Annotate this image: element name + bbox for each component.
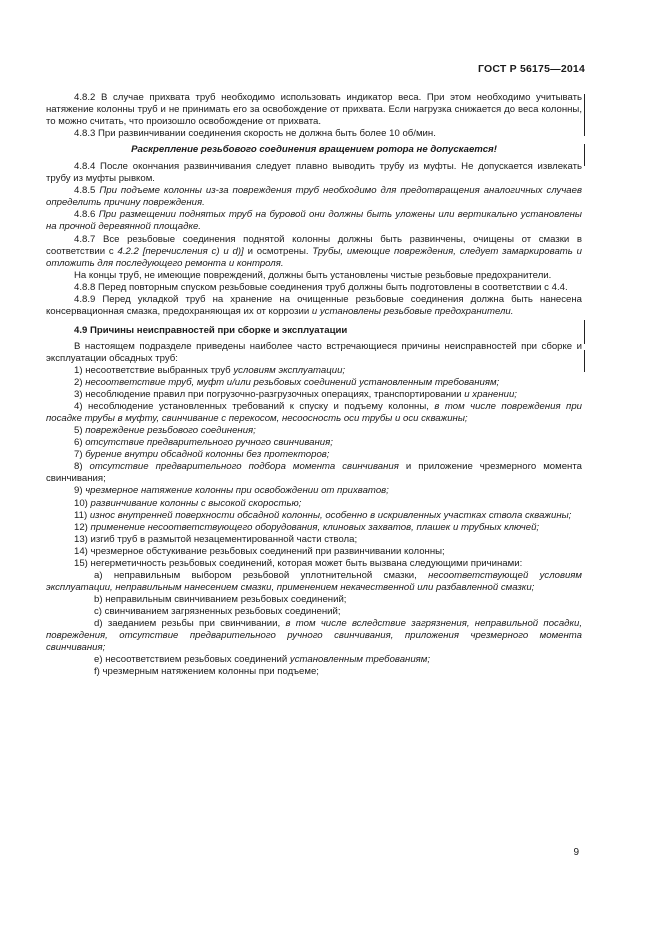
list-item bbox=[46, 510, 582, 522]
section-intro: В настоящем подразделе приведены наиболее часто встречающиеся причины неисправностей при сборке и эксплуатации обсадных труб: bbox=[46, 340, 582, 364]
list-item bbox=[46, 522, 582, 534]
paragraph-4-8-2: 4.8.2 В случае прихвата труб необходимо использовать индикатор веса. При этом необходимо учитывать натяжение колонны труб и не принимать его за освобождение от прихвата. Если нагрузка снижается до веса колонны, то можно считать, что произошло освобождение от прихвата. bbox=[46, 92, 582, 128]
paragraph-text: При подъеме колонны из-за повреждения труб необходимо для предотвращения аналогичных случаев определить причину повреждения. bbox=[46, 185, 582, 209]
list-item: 13) изгиб труб в размытой незацементированной части ствола; bbox=[74, 533, 358, 545]
paragraph-number: 4.8.6 bbox=[74, 209, 99, 221]
text-run: несоответствующей условиям эксплуатации, неправильным нанесением смазки, применением некачественной или разбавленной смазки; bbox=[46, 569, 582, 593]
text-run: 6) bbox=[74, 437, 86, 449]
change-bar bbox=[584, 94, 585, 136]
paragraph-number: 4.8.5 bbox=[74, 185, 100, 197]
paragraph-4-8-8: 4.8.8 Перед повторным спуском резьбовые соединения труб должны быть подготовлены в соответствии с 4.4. bbox=[74, 281, 568, 293]
text-run: 2) bbox=[74, 377, 86, 389]
text-run: отсутствие предварительного подбора момента свинчивания bbox=[89, 461, 399, 473]
list-item bbox=[46, 365, 582, 377]
text-run: повреждение резьбового соединения; bbox=[85, 425, 256, 437]
list-item bbox=[46, 437, 582, 449]
text-run: Трубы, имеющие повреждения, следует замаркировать и отложить для последующего ремонта и контроля. bbox=[46, 245, 582, 269]
change-bar bbox=[584, 144, 585, 166]
text-run: 7) bbox=[74, 449, 86, 461]
text-run: 11) bbox=[74, 509, 90, 521]
text-run: и приложение чрезмерного момента свинчивания; bbox=[46, 461, 582, 485]
text-run: a) неправильным выбором резьбовой уплотнительной смазки, bbox=[94, 569, 429, 581]
list-item bbox=[46, 485, 582, 497]
text-run: 4.8.7 Все резьбовые соединения поднятой колонны должны быть развинчены, очищены от смазки в соответствии с bbox=[46, 233, 582, 257]
sub-list-item bbox=[46, 570, 582, 594]
text-run: 9) bbox=[74, 485, 86, 497]
paragraph-4-8-7 bbox=[46, 234, 582, 270]
text-run: и осмотрены. bbox=[243, 245, 313, 257]
list-item: 15) негерметичность резьбовых соединений, которая может быть вызвана следующими причинами: bbox=[74, 557, 523, 569]
text-run: развинчивание колонны с высокой скоростью; bbox=[90, 497, 302, 509]
sub-list-item: f) чрезмерным натяжением колонны при подъеме; bbox=[94, 666, 319, 678]
change-bar bbox=[584, 350, 585, 372]
document-body bbox=[46, 92, 582, 678]
text-run: чрезмерное натяжение колонны при освобождении от прихватов; bbox=[85, 485, 389, 497]
text-run: 5) bbox=[74, 425, 86, 437]
text-run: в том числе повреждения при посадке трубы в муфту, свинчивание с перекосом, несоосность оси трубы и оси скважины; bbox=[46, 401, 582, 425]
text-run: установленным требованиям; bbox=[289, 654, 431, 666]
page-number: 9 bbox=[573, 847, 579, 858]
text-run: 4.2.2 [перечисления с) и d)] bbox=[117, 245, 244, 257]
warning-text: Раскрепление резьбового соединения вращением ротора не допускается! bbox=[131, 144, 497, 156]
text-run: e) несоответствием резьбовых соединений bbox=[94, 654, 290, 666]
text-run: 4.8.9 Перед укладкой труб на хранение на очищенные резьбовые соединения должна быть нанесена консервационная смазка, предохраняющая их от коррозии bbox=[46, 293, 582, 317]
list-item bbox=[46, 449, 582, 461]
section-heading-4-9: 4.9 Причины неисправностей при сборке и эксплуатации bbox=[74, 324, 348, 336]
list-item bbox=[46, 389, 582, 401]
sub-list-item bbox=[46, 618, 582, 654]
paragraph-4-8-5 bbox=[46, 185, 582, 209]
text-run: 4) несоблюдение установленных требований к спуску и подъему колонны, bbox=[74, 401, 435, 413]
text-run: 3) несоблюдение правил при погрузочно-разгрузочных операциях, транспортировании bbox=[74, 389, 465, 401]
text-run: условиям эксплуатации; bbox=[233, 364, 346, 376]
text-run: бурение внутри обсадной колонны без протекторов; bbox=[85, 449, 330, 461]
text-run: несоответствие труб, муфт и/или резьбовых соединений установленным требованиям; bbox=[85, 377, 500, 389]
text-run: износ внутренней поверхности обсадной колонны, особенно в искривленных участках ствола скважины; bbox=[89, 509, 572, 521]
paragraph-text: При размещении поднятых труб на буровой они должны быть уложены или вертикально установлены на прочной деревянной площадке. bbox=[46, 209, 582, 233]
text-run: 1) несоответствие выбранных труб bbox=[74, 364, 234, 376]
paragraph-4-8-9 bbox=[46, 294, 582, 318]
paragraph-4-8-7-cont: На концы труб, не имеющие повреждений, должны быть установлены чистые резьбовые предохранители. bbox=[74, 269, 552, 281]
sub-list-item: c) свинчиванием загрязненных резьбовых соединений; bbox=[94, 605, 341, 617]
sub-list-item: b) неправильным свинчиванием резьбовых соединений; bbox=[94, 593, 347, 605]
text-run: и установлены резьбовые предохранители. bbox=[311, 305, 514, 317]
list-item: 14) чрезмерное обстукивание резьбовых соединений при развинчивании колонны; bbox=[74, 545, 445, 557]
list-item bbox=[46, 498, 582, 510]
change-bar bbox=[584, 320, 585, 344]
text-run: 12) bbox=[74, 521, 91, 533]
paragraph-4-8-3: 4.8.3 При развинчивании соединения скорость не должна быть более 10 об/мин. bbox=[74, 128, 436, 140]
text-run: 10) bbox=[74, 497, 91, 509]
list-item bbox=[46, 461, 582, 485]
list-item bbox=[46, 401, 582, 425]
document-header: ГОСТ Р 56175—2014 bbox=[477, 63, 585, 75]
text-run: в том числе вследствие загрязнения, неправильной посадки, повреждения, отсутствие предварительного ручного свинчивания, приложения чрезмерного момента свинчивания; bbox=[46, 617, 582, 654]
text-run: d) заеданием резьбы при свинчивании, bbox=[94, 617, 286, 629]
text-run: и хранении; bbox=[464, 389, 517, 401]
sub-list-item bbox=[46, 654, 582, 666]
text-run: 8) bbox=[74, 461, 90, 473]
paragraph-4-8-6 bbox=[46, 209, 582, 233]
list-item bbox=[46, 377, 582, 389]
text-run: применение несоответствующего оборудования, клиновых захватов, плашек и трубных ключей; bbox=[90, 521, 540, 533]
paragraph-4-8-4: 4.8.4 После окончания развинчивания следует плавно выводить трубу из муфты. Не допускается извлекать трубу из муфты рывком. bbox=[46, 161, 582, 185]
list-item bbox=[46, 425, 582, 437]
text-run: отсутствие предварительного ручного свинчивания; bbox=[85, 437, 333, 449]
